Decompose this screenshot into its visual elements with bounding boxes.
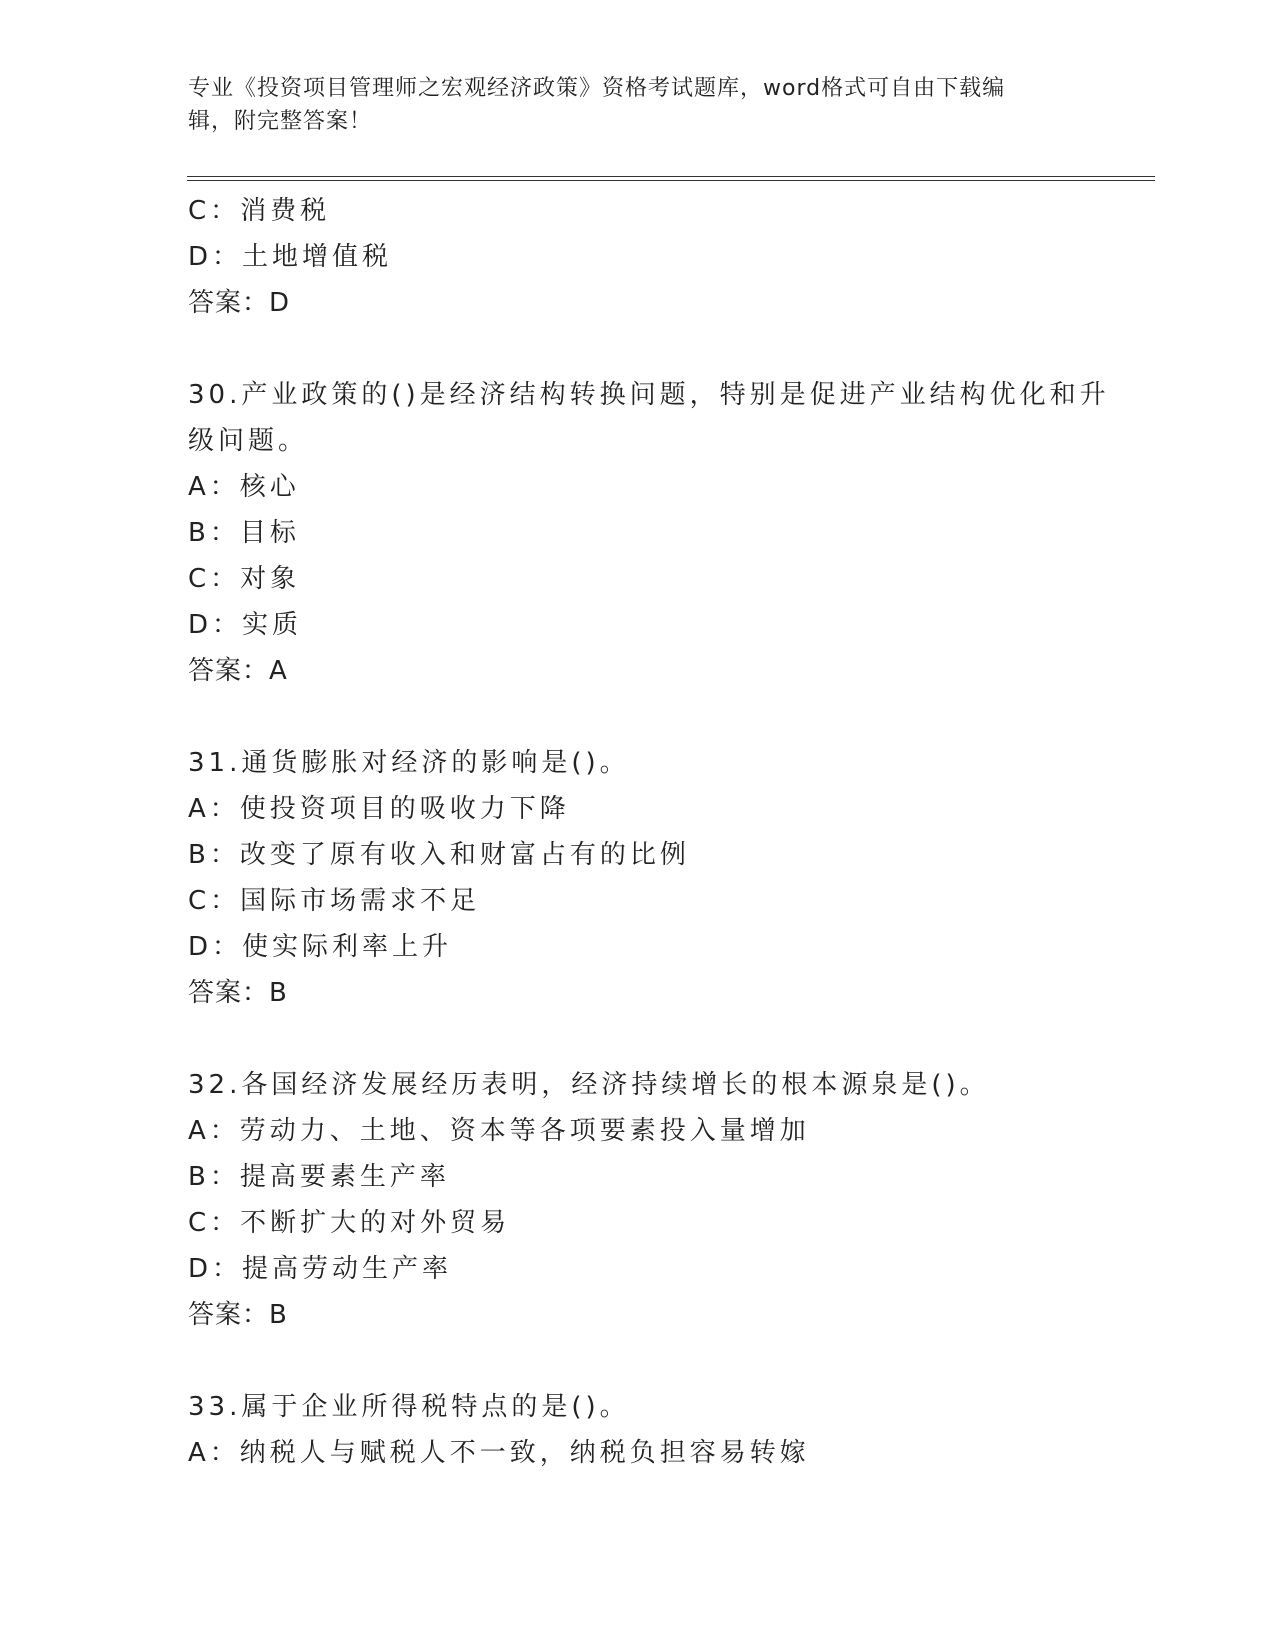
option-d: D：提高劳动生产率 <box>188 1254 453 1284</box>
question-text-line: 32.各国经济发展经历表明，经济持续增长的根本源泉是()。 <box>188 1070 990 1100</box>
option-d: D：使实际利率上升 <box>188 932 453 962</box>
answer-line: 答案：B <box>188 978 288 1008</box>
question-text-line: 30.产业政策的()是经济结构转换问题，特别是促进产业结构优化和升 <box>188 380 1110 410</box>
question-text-line: 31.通货膨胀对经济的影响是()。 <box>188 748 630 778</box>
question-30 <box>188 372 1110 694</box>
option-c: C：对象 <box>188 564 301 594</box>
question-31 <box>188 740 1088 1016</box>
option-c: C：消费税 <box>188 196 331 226</box>
header-line-1: 专业《投资项目管理师之宏观经济政策》资格考试题库，word格式可自由下载编 <box>188 76 1006 101</box>
option-d: D：实质 <box>188 610 303 640</box>
option-b: B：目标 <box>188 518 300 548</box>
question-33 <box>188 1384 1088 1476</box>
answer-line: 答案：A <box>188 656 288 686</box>
prev-question-block <box>188 188 1088 326</box>
answer-line: 答案：D <box>188 288 291 318</box>
document-header <box>188 72 1068 138</box>
answer-line: 答案：B <box>188 1300 288 1330</box>
option-b: B：提高要素生产率 <box>188 1162 450 1192</box>
header-rule-top <box>187 176 1155 177</box>
question-text-line: 33.属于企业所得税特点的是()。 <box>188 1392 630 1422</box>
option-a: A：纳税人与赋税人不一致，纳税负担容易转嫁 <box>188 1438 810 1468</box>
option-a: A：核心 <box>188 472 300 502</box>
question-text-line: 级问题。 <box>188 426 309 456</box>
option-b: B：改变了原有收入和财富占有的比例 <box>188 840 690 870</box>
option-a: A：使投资项目的吸收力下降 <box>188 794 570 824</box>
question-32 <box>188 1062 1088 1338</box>
option-c: C：国际市场需求不足 <box>188 886 481 916</box>
option-d: D：土地增值税 <box>188 242 393 272</box>
option-a: A：劳动力、土地、资本等各项要素投入量增加 <box>188 1116 810 1146</box>
option-c: C：不断扩大的对外贸易 <box>188 1208 511 1238</box>
header-rule-bottom <box>187 180 1155 181</box>
header-line-2: 辑，附完整答案！ <box>188 109 373 134</box>
question-list <box>188 188 1110 1476</box>
